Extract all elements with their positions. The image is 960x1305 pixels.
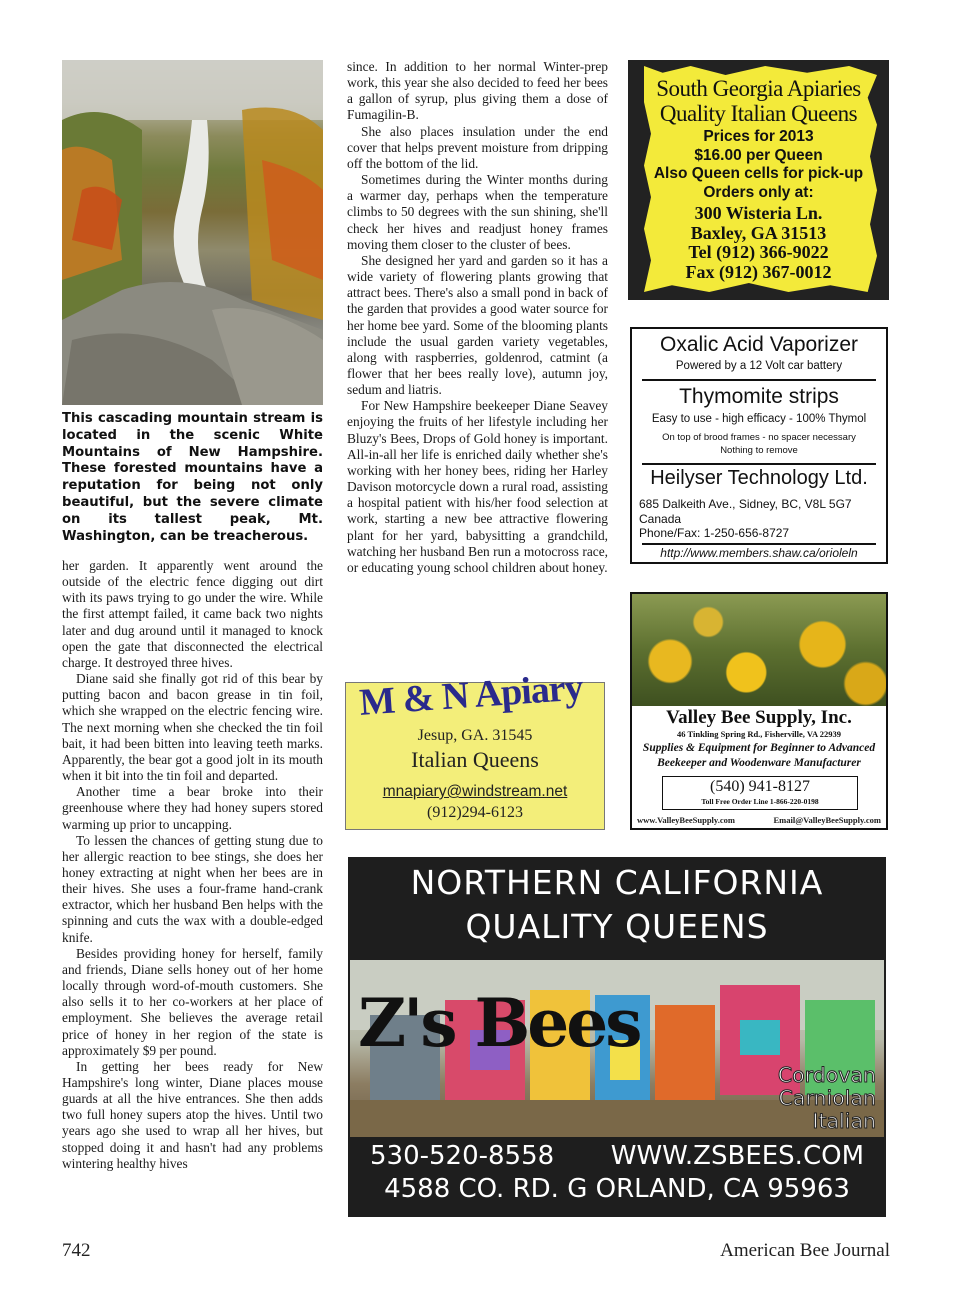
ad-line: Prices for 2013 xyxy=(703,128,814,145)
paragraph: her garden. It apparently went around the outside of the electric fence digging out dirt with its paws trying to go under the wire. While the first attempt failed, it came back two nights later and dug around until it managed to knock open the gate that disconnected the electrical charge. It destroyed three hives. xyxy=(62,558,323,670)
ad-web[interactable]: WWW.ZSBEES.COM xyxy=(610,1141,864,1171)
address-line: 685 Dalkeith Ave., Sidney, BC, V8L 5G7 xyxy=(639,497,852,511)
ad-fax: Fax (912) 367-0012 xyxy=(685,261,832,282)
ad-zs-bees xyxy=(348,857,886,1217)
ad-text-block xyxy=(628,76,889,282)
waterfall-photo xyxy=(62,60,323,405)
queen-breeds xyxy=(778,1064,876,1133)
phone-box xyxy=(662,776,858,810)
paragraph: To lessen the chances of getting stung due to her allergic reaction to bee stings, she does her honey extracting at night when her bees are in their hives. She uses a four-frame hand-crank extractor, which her husband Ben helps with the spinning and cuts the wax with a double-edged knife. xyxy=(62,832,323,945)
ad-line: Easy to use - high efficacy - 100% Thymol xyxy=(651,413,867,425)
ad-title: M & N Apiary xyxy=(358,666,584,724)
ad-tagline: Beekeeper and Woodenware Manufacturer xyxy=(657,757,861,769)
ad-address: 300 Wisteria Ln. xyxy=(694,203,823,223)
divider xyxy=(642,463,876,465)
paragraph: since. In addition to her normal Winter-prep work, this year she also decided to feed her bees a gallon of syrup, plus giving them a dose of Fumagilin-B. xyxy=(347,59,608,123)
ad-phone: Tel (912) 366-9022 xyxy=(688,242,829,262)
paragraph: She designed her yard and garden so it has a wide variety of flowering plants growing that attract bees. There's also a small pond in back of the garden that provides a good water source for her home bee yard. Some of the blooming plants include the usual garden variety vegetables, along with raspberries, goldenrod, catmint (a flower that her bees really love), autumn joy, sedum and liatris. xyxy=(347,252,608,398)
ad-email[interactable]: mnapiary@windstream.net xyxy=(382,783,568,800)
ad-title: Valley Bee Supply, Inc. xyxy=(666,707,852,728)
paragraph: Besides providing honey for herself, family and friends, Diane sells honey out of her home locally through word-of-mouth customers. She also sells it to her co-workers at her place of employment. She believes the average retail price of honey in her region of the state is approximately $9 per pound. xyxy=(62,945,323,1058)
photo-caption: This cascading mountain stream is located in the scenic White Mountains of New Hampshire. These forested mountains have a reputation for being not only beautiful, but the severe climate on its tallest peak, Mt. Washington, can be treacherous. xyxy=(62,411,323,544)
ad-line: Also Queen cells for pick-up xyxy=(653,165,864,182)
ad-url[interactable]: http://www.members.shaw.ca/orioleln xyxy=(660,546,858,560)
ad-subtitle: QUALITY QUEENS xyxy=(465,907,769,946)
beehives-photo xyxy=(350,960,884,1137)
breed-name: Cordovan xyxy=(777,1063,876,1087)
ad-line: Nothing to remove xyxy=(720,445,798,456)
breed-name: Carniolan xyxy=(778,1086,876,1110)
ad-subtitle: Powered by a 12 Volt car battery xyxy=(675,360,843,372)
ad-line: $16.00 per Queen xyxy=(694,146,823,164)
ad-title: South Georgia Apiaries xyxy=(656,76,861,101)
ad-tollfree: Toll Free Order Line 1-866-220-0198 xyxy=(701,797,819,806)
paragraph: For New Hampshire beekeeper Diane Seavey enjoying the fruits of her lifestyle including her Bluzy's Bees, Drops of Gold honey is important. All-in-all her life is enriched daily whether she's working with her honey bees, riding her Harley Davison motorcycle down a rural road, assisting a hospital patient with his/her food selection at work, starting a new bee attractive flowering plant for her yard, babysitting a grandchild, watching her husband Ben run a motocross race, or educating young school children about honey. xyxy=(347,398,608,575)
ad-tagline: Supplies & Equipment for Beginner to Advanced xyxy=(642,742,876,754)
phone-line: Phone/Fax: 1-250-656-8727 xyxy=(639,526,790,540)
ad-title: Oxalic Acid Vaporizer xyxy=(659,333,859,356)
ad-heilyser xyxy=(630,327,888,564)
divider xyxy=(642,543,876,545)
breed-name: Italian xyxy=(812,1109,876,1133)
page-number: 742 xyxy=(62,1240,91,1261)
ad-south-georgia-apiaries xyxy=(628,60,889,300)
paragraph: Diane said she finally got rid of this bear by putting bacon and bacon grease in tin foil, which she wrapped on the electric fencing wire. The next morning when she checked the tin foil bait, it had been bitten into leaving teeth marks. Apparently, the bear got a good jolt in its mouth when it bit into the tin foil and departed. xyxy=(62,671,323,784)
ad-valley-bee-supply xyxy=(630,592,888,830)
company-name: Heilyser Technology Ltd. xyxy=(650,467,868,489)
ad-address: 46 Tinkling Spring Rd., Fisherville, VA 22939 xyxy=(677,729,841,739)
ad-address: 4588 CO. RD. G ORLAND, CA 95963 xyxy=(384,1174,850,1204)
article-column-2 xyxy=(347,59,608,576)
ad-title: NORTHERN CALIFORNIA xyxy=(410,863,824,902)
waterfall-illustration xyxy=(62,60,323,405)
ad-tagline: Italian Queens xyxy=(411,747,539,772)
ad-line: Orders only at: xyxy=(703,183,814,201)
divider xyxy=(642,379,876,381)
ad-phone: 530-520-8558 xyxy=(370,1141,555,1171)
ad-phone: (912)294-6123 xyxy=(427,804,523,821)
ad-line: On top of brood frames - no spacer necessary xyxy=(662,432,856,443)
ad-location: Jesup, GA. 31545 xyxy=(417,727,533,744)
paragraph: Sometimes during the Winter months during a warmer day, perhaps when the temperature climbs to 50 degrees with the sun shining, she'll check her hives and readjust honey frames moving them closer to the cluster of bees. xyxy=(347,172,608,252)
article-column-1 xyxy=(62,558,323,1172)
ad-mn-apiary xyxy=(345,666,605,830)
paragraph: She also places insulation under the end cover that helps prevent moisture from dripping off the bottom of the lid. xyxy=(347,123,608,171)
ad-web[interactable]: www.ValleyBeeSupply.com xyxy=(637,815,735,825)
ad-phone: (540) 941-8127 xyxy=(710,778,810,795)
brand-logo: Z's Bees xyxy=(358,984,640,1062)
ad-title-2: Thymomite strips xyxy=(679,385,839,408)
ad-subtitle: Quality Italian Queens xyxy=(659,101,858,126)
ad-email[interactable]: Email@ValleyBeeSupply.com xyxy=(773,815,881,825)
paragraph: Another time a bear broke into their greenhouse where they had honey supers stored warming up prior to uncapping. xyxy=(62,784,323,832)
address-line: Canada xyxy=(639,511,682,526)
ad-address: Baxley, GA 31513 xyxy=(690,222,827,243)
sunflower-bee-photo xyxy=(632,594,886,706)
paragraph: In getting her bees ready for New Hampshire's long winter, Diane places mouse guards at all the hive entrances. She then adds two full honey supers atop the hives. Until two years ago she used to wrap all her hives, but stopped doing it and hasn't had any problems wintering healthy hives xyxy=(62,1058,323,1171)
journal-name: American Bee Journal xyxy=(720,1240,890,1261)
company-contact xyxy=(639,497,852,541)
